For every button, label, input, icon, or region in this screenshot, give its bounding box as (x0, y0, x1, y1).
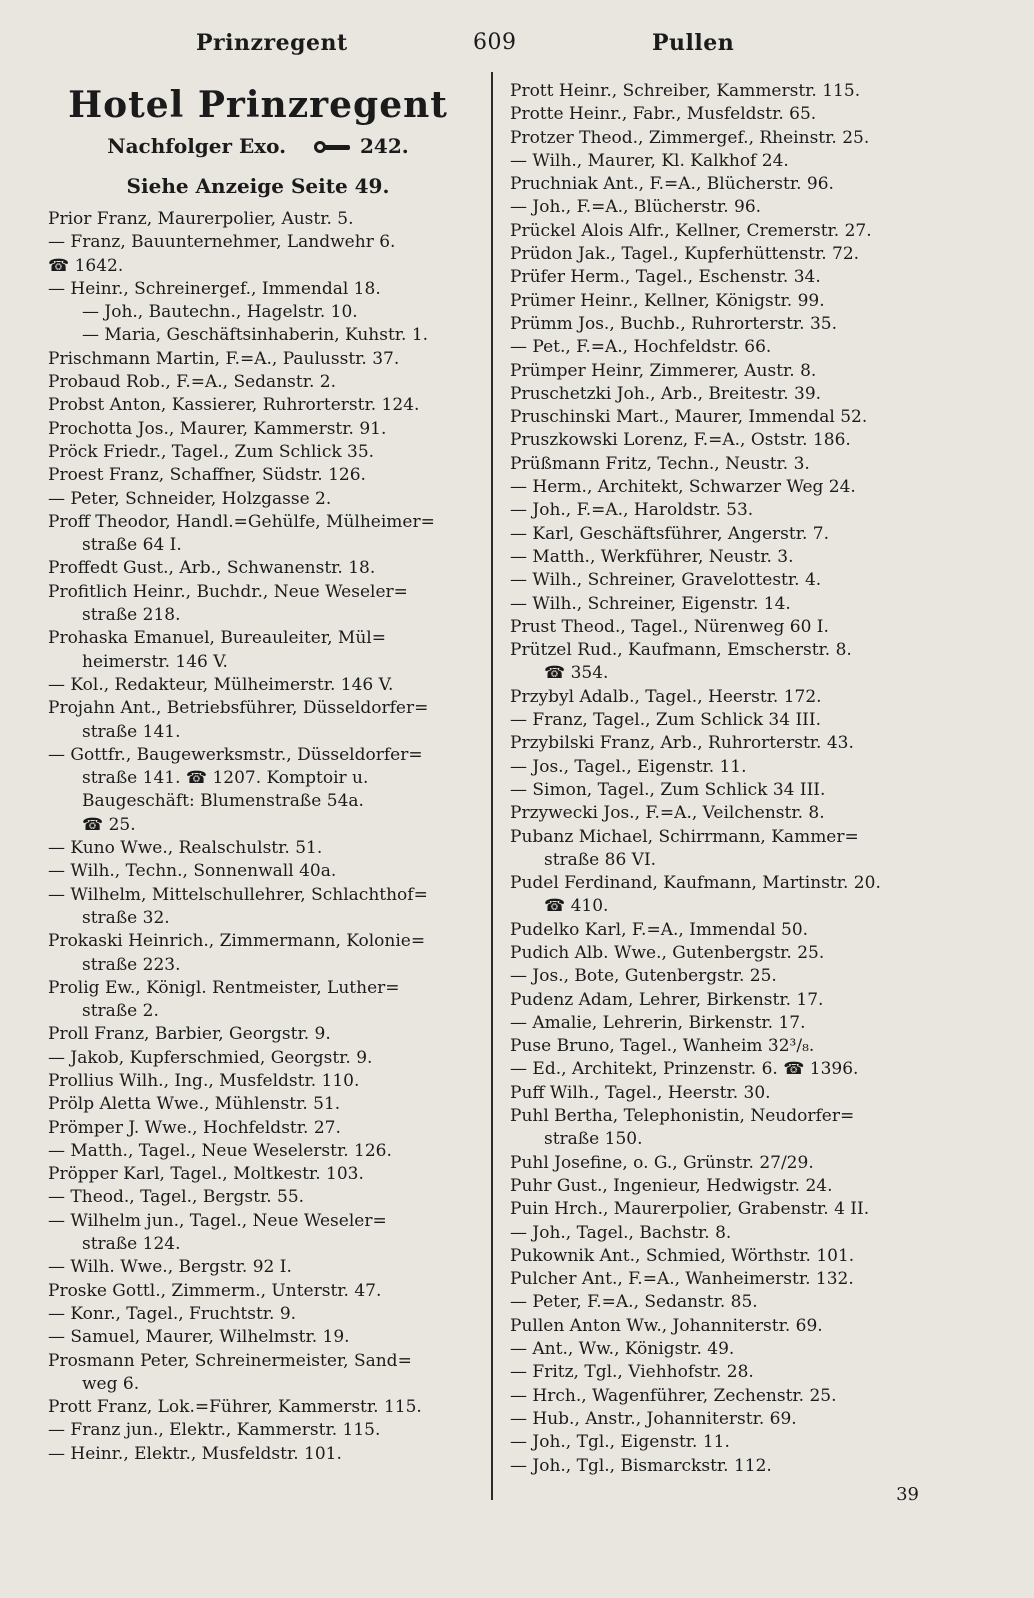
directory-entry: — Wilh. Wwe., Bergstr. 92 I. (48, 1257, 292, 1278)
directory-entry: Pukownik Ant., Schmied, Wörthstr. 101. (510, 1245, 855, 1266)
page-number-bottom: 39 (896, 1484, 919, 1505)
directory-entry: — Wilhelm, Mittelschullehrer, Schlachthof= (48, 884, 428, 905)
ad-subtitle (48, 134, 468, 158)
directory-entry: straße 141. (82, 721, 181, 742)
directory-entry: — Jos., Tagel., Eigenstr. 11. (510, 756, 747, 777)
directory-entry: Puhl Josefine, o. G., Grünstr. 27/29. (510, 1152, 814, 1173)
directory-entry: — Heinr., Schreinergef., Immendal 18. (48, 278, 381, 299)
directory-entry: Prömper J. Wwe., Hochfeldstr. 27. (48, 1117, 341, 1138)
directory-entry: — Amalie, Lehrerin, Birkenstr. 17. (510, 1012, 806, 1033)
directory-entry: — Simon, Tagel., Zum Schlick 34 III. (510, 779, 826, 800)
directory-entry: Puhr Gust., Ingenieur, Hedwigstr. 24. (510, 1175, 833, 1196)
directory-entry: straße 64 I. (82, 535, 182, 556)
directory-entry: — Gottfr., Baugewerksmstr., Düsseldorfer= (48, 744, 423, 765)
directory-entry: Przywecki Jos., F.=A., Veilchenstr. 8. (510, 803, 825, 824)
ad-phone: 242. (359, 134, 409, 158)
directory-entry: Proll Franz, Barbier, Georgstr. 9. (48, 1024, 331, 1045)
directory-entry: Prott Heinr., Schreiber, Kammerstr. 115. (510, 81, 861, 101)
directory-entry: Proff Theodor, Handl.=Gehülfe, Mülheimer= (48, 511, 435, 532)
directory-entry: straße 223. (82, 954, 181, 975)
directory-entry: Pröck Friedr., Tagel., Zum Schlick 35. (48, 441, 375, 462)
directory-entry: — Joh., F.=A., Haroldstr. 53. (510, 500, 754, 521)
directory-entry: — Joh., Tagel., Bachstr. 8. (510, 1222, 732, 1243)
directory-entry: Proske Gottl., Zimmerm., Unterstr. 47. (48, 1280, 382, 1301)
directory-entry: — Heinr., Elektr., Musfeldstr. 101. (48, 1443, 342, 1464)
directory-entry: — Franz jun., Elektr., Kammerstr. 115. (48, 1420, 381, 1441)
directory-entry: — Joh., Bautechn., Hagelstr. 10. (82, 302, 358, 323)
directory-entry: — Pet., F.=A., Hochfeldstr. 66. (510, 337, 772, 358)
directory-entry: — Ant., Ww., Königstr. 49. (510, 1339, 735, 1360)
directory-entry: Prohaska Emanuel, Bureauleiter, Mül= (48, 628, 386, 649)
directory-entry: straße 141. ☎ 1207. Komptoir u. (82, 768, 369, 789)
directory-entry: Prümper Heinr, Zimmerer, Austr. 8. (510, 360, 817, 381)
directory-entry: Proest Franz, Schaffner, Südstr. 126. (48, 465, 366, 486)
directory-entry: Pullen Anton Ww., Johanniterstr. 69. (510, 1315, 823, 1336)
directory-entry: Przybilski Franz, Arb., Ruhrorterstr. 43. (510, 733, 854, 754)
directory-entry: — Maria, Geschäftsinhaberin, Kuhstr. 1. (82, 325, 429, 346)
directory-entry: Pruchniak Ant., F.=A., Blücherstr. 96. (510, 174, 834, 195)
directory-entry: Probst Anton, Kassierer, Ruhrorterstr. 124. (48, 395, 420, 416)
directory-entry: Prokaski Heinrich., Zimmermann, Kolonie= (48, 931, 426, 952)
directory-entry: Prollius Wilh., Ing., Musfeldstr. 110. (48, 1070, 360, 1091)
directory-entry: — Wilh., Maurer, Kl. Kalkhof 24. (510, 150, 789, 171)
running-head-right: Pullen (652, 30, 735, 56)
directory-entry: Prust Theod., Tagel., Nürenweg 60 I. (510, 616, 829, 637)
directory-entry: Puff Wilh., Tagel., Heerstr. 30. (510, 1082, 771, 1103)
directory-entry: Pruschinski Mart., Maurer, Immendal 52. (510, 407, 868, 428)
directory-entry: — Hub., Anstr., Johanniterstr. 69. (510, 1408, 797, 1429)
running-head-left: Prinzregent (196, 30, 348, 56)
directory-entry: — Peter, F.=A., Sedanstr. 85. (510, 1292, 758, 1313)
directory-entry: Proffedt Gust., Arb., Schwanenstr. 18. (48, 558, 376, 579)
directory-entry: Prümm Jos., Buchb., Ruhrorterstr. 35. (510, 313, 838, 334)
directory-entry: — Wilhelm jun., Tagel., Neue Weseler= (48, 1210, 387, 1231)
directory-entry: — Wilh., Schreiner, Gravelottestr. 4. (510, 570, 822, 591)
telephone-icon (314, 139, 352, 155)
page-number-top: 609 (473, 30, 517, 55)
directory-entry: Prosmann Peter, Schreinermeister, Sand= (48, 1350, 412, 1371)
directory-entry: Baugeschäft: Blumenstraße 54a. (82, 791, 364, 812)
right-column (510, 80, 940, 1478)
directory-entry: — Matth., Tagel., Neue Weselerstr. 126. (48, 1140, 392, 1161)
directory-entry: Prümer Heinr., Kellner, Königstr. 99. (510, 290, 825, 311)
column-divider (491, 72, 493, 1500)
directory-entry: — Joh., Tgl., Eigenstr. 11. (510, 1432, 730, 1453)
directory-entry: straße 150. (544, 1129, 643, 1150)
directory-entry: — Peter, Schneider, Holzgasse 2. (48, 488, 332, 509)
directory-entry: Puse Bruno, Tagel., Wanheim 32³/₈. (510, 1036, 815, 1057)
directory-entry: — Samuel, Maurer, Wilhelmstr. 19. (48, 1327, 350, 1348)
left-entry-list (48, 208, 468, 1466)
directory-entry: heimerstr. 146 V. (82, 651, 228, 672)
directory-entry: Probaud Rob., F.=A., Sedanstr. 2. (48, 372, 336, 393)
directory-entry: ☎ 354. (544, 663, 609, 684)
directory-entry: Prochotta Jos., Maurer, Kammerstr. 91. (48, 418, 387, 439)
directory-entry: — Fritz, Tgl., Viehhofstr. 28. (510, 1362, 754, 1383)
directory-entry: Prüfer Herm., Tagel., Eschenstr. 34. (510, 267, 821, 288)
directory-entry: — Franz, Bauunternehmer, Landwehr 6. (48, 232, 396, 253)
directory-entry: Przybyl Adalb., Tagel., Heerstr. 172. (510, 686, 822, 707)
directory-entry: Pudelko Karl, F.=A., Immendal 50. (510, 919, 809, 940)
directory-entry: — Kol., Redakteur, Mülheimerstr. 146 V. (48, 674, 394, 695)
directory-entry: — Wilh., Schreiner, Eigenstr. 14. (510, 593, 791, 614)
directory-entry: Puin Hrch., Maurerpolier, Grabenstr. 4 II. (510, 1199, 870, 1220)
directory-entry: Pruschetzki Joh., Arb., Breitestr. 39. (510, 383, 822, 404)
directory-entry: weg 6. (82, 1373, 140, 1394)
directory-entry: straße 32. (82, 907, 170, 928)
directory-entry: — Matth., Werkführer, Neustr. 3. (510, 546, 794, 567)
directory-entry: Projahn Ant., Betriebsführer, Düsseldorfer= (48, 698, 429, 719)
directory-entry: Prior Franz, Maurerpolier, Austr. 5. (48, 209, 354, 229)
directory-entry: — Theod., Tagel., Bergstr. 55. (48, 1187, 305, 1208)
directory-entry: Pröpper Karl, Tagel., Moltkestr. 103. (48, 1164, 364, 1185)
directory-entry: — Hrch., Wagenführer, Zechenstr. 25. (510, 1385, 837, 1406)
directory-entry: Prüdon Jak., Tagel., Kupferhüttenstr. 72. (510, 244, 860, 265)
directory-entry: Puhl Bertha, Telephonistin, Neudorfer= (510, 1106, 855, 1127)
ad-see-reference: Siehe Anzeige Seite 49. (126, 174, 390, 198)
directory-entry: — Ed., Architekt, Prinzenstr. 6. ☎ 1396. (510, 1059, 859, 1080)
directory-entry: Pudich Alb. Wwe., Gutenbergstr. 25. (510, 942, 825, 963)
ad-title: Hotel Prinzregent (68, 84, 448, 126)
right-entry-list (510, 80, 940, 1478)
directory-entry: — Jakob, Kupferschmied, Georgstr. 9. (48, 1047, 373, 1068)
directory-entry: Prischmann Martin, F.=A., Paulusstr. 37. (48, 348, 400, 369)
directory-entry: straße 2. (82, 1001, 159, 1022)
directory-entry: Profitlich Heinr., Buchdr., Neue Weseler= (48, 581, 408, 602)
directory-entry: Prolig Ew., Königl. Rentmeister, Luther= (48, 977, 400, 998)
directory-entry: Pubanz Michael, Schirrmann, Kammer= (510, 826, 859, 847)
directory-entry: ☎ 25. (82, 814, 136, 835)
directory-entry: Pulcher Ant., F.=A., Wanheimerstr. 132. (510, 1269, 854, 1290)
directory-entry: — Franz, Tagel., Zum Schlick 34 III. (510, 710, 822, 731)
ad-subtitle-text: Nachfolger Exo. (107, 134, 287, 158)
directory-entry: — Joh., Tgl., Bismarckstr. 112. (510, 1455, 772, 1476)
directory-entry: — Karl, Geschäftsführer, Angerstr. 7. (510, 523, 830, 544)
directory-entry: Prüßmann Fritz, Techn., Neustr. 3. (510, 453, 810, 474)
directory-entry: ☎ 410. (544, 896, 609, 917)
directory-entry: ☎ 1642. (48, 255, 124, 276)
directory-entry: Pruszkowski Lorenz, F.=A., Oststr. 186. (510, 430, 851, 451)
left-column (48, 80, 468, 1466)
directory-entry: Prott Franz, Lok.=Führer, Kammerstr. 115. (48, 1397, 422, 1418)
directory-entry: straße 218. (82, 605, 181, 626)
directory-entry: Prückel Alois Alfr., Kellner, Cremerstr. 27. (510, 220, 872, 241)
directory-entry: — Joh., F.=A., Blücherstr. 96. (510, 197, 762, 218)
directory-entry: Protte Heinr., Fabr., Musfeldstr. 65. (510, 104, 817, 125)
directory-entry: — Jos., Bote, Gutenbergstr. 25. (510, 966, 777, 987)
directory-entry: Prützel Rud., Kaufmann, Emscherstr. 8. (510, 640, 852, 661)
directory-entry: Pudel Ferdinand, Kaufmann, Martinstr. 20. (510, 873, 881, 894)
directory-entry: — Herm., Architekt, Schwarzer Weg 24. (510, 477, 856, 498)
directory-entry: Protzer Theod., Zimmergef., Rheinstr. 25. (510, 127, 870, 148)
directory-entry: — Wilh., Techn., Sonnenwall 40a. (48, 861, 337, 882)
directory-entry: straße 124. (82, 1234, 181, 1255)
directory-entry: Pudenz Adam, Lehrer, Birkenstr. 17. (510, 989, 824, 1010)
directory-entry: — Kuno Wwe., Realschulstr. 51. (48, 838, 323, 859)
directory-entry: straße 86 VI. (544, 849, 657, 870)
directory-entry: — Konr., Tagel., Fruchtstr. 9. (48, 1303, 297, 1324)
directory-entry: Prölp Aletta Wwe., Mühlenstr. 51. (48, 1094, 341, 1115)
